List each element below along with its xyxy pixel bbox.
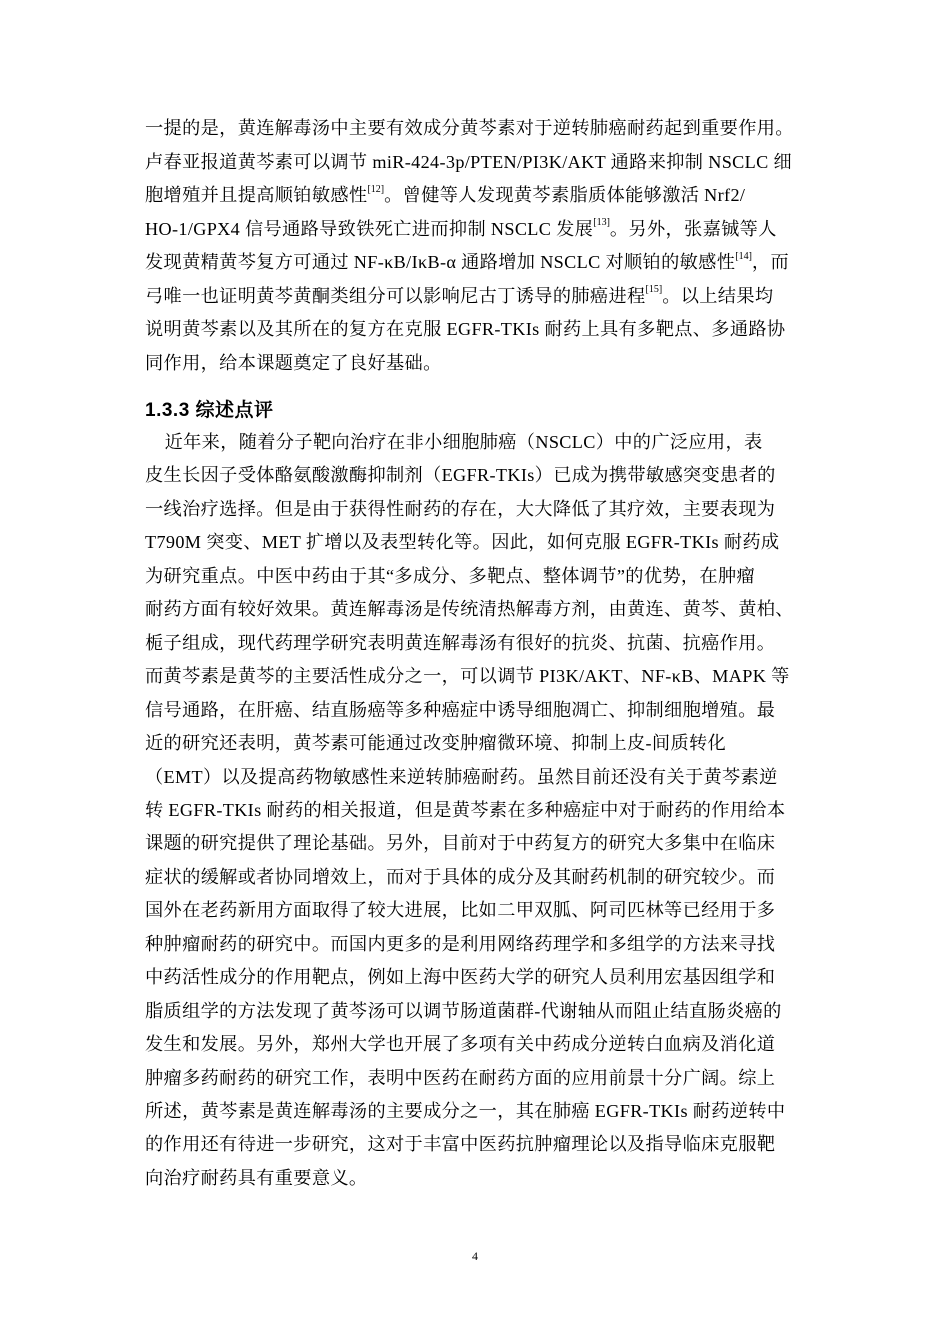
line-text: 发现黄精黄芩复方可通过 NF-κB/IκB-α 通路增加 NSCLC 对顺铂的敏感性 — [145, 252, 736, 272]
paragraph-line: 近的研究还表明，黄芩素可能通过改变肿瘤微环境、抑制上皮-间质转化 — [145, 733, 727, 754]
paragraph-line — [145, 249, 789, 275]
citation-ref: [12] — [367, 183, 385, 195]
line-text: ，而 — [751, 252, 789, 272]
paragraph-line: 信号通路，在肝癌、结直肠癌等多种癌症中诱导细胞凋亡、抑制细胞增殖。最 — [145, 699, 776, 720]
paragraph-line: 课题的研究提供了理论基础。另外，目前对于中药复方的研究大多集中在临床 — [145, 833, 776, 854]
line-text: 弓唯一也证明黄芩黄酮类组分可以影响尼古丁诱导的肺癌进程 — [145, 285, 646, 306]
citation-ref: [14] — [735, 250, 752, 262]
line-text: 。以上结果均 — [662, 285, 774, 306]
section-heading: 1.3.3 综述点评 — [145, 400, 274, 421]
paragraph-line — [145, 283, 773, 309]
paragraph-line: 脂质组学的方法发现了黄芩汤可以调节肠道菌群-代谢轴从而阻止结直肠炎癌的 — [145, 1000, 782, 1021]
paragraph-line: （EMT）以及提高药物敏感性来逆转肺癌耐药。虽然目前还没有关于黄芩素逆 — [145, 766, 778, 787]
paragraph-line: 为研究重点。中医中药由于其“多成分、多靶点、整体调节”的优势，在肿瘤 — [145, 565, 756, 586]
paragraph-line: 而黄芩素是黄芩的主要活性成分之一，可以调节 PI3K/AKT、NF-κB、MAPK 等 — [145, 666, 790, 687]
paragraph-line: 所述，黄芩素是黄连解毒汤的主要成分之一，其在肺癌 EGFR-TKIs 耐药逆转中 — [145, 1101, 786, 1121]
paragraph-line: 一提的是，黄连解毒汤中主要有效成分黄芩素对于逆转肺癌耐药起到重要作用。 — [145, 118, 794, 138]
paragraph-line: 卢春亚报道黄芩素可以调节 miR-424-3p/PTEN/PI3K/AKT 通路来抑制 NSCLC 细 — [145, 151, 793, 172]
paragraph-line: 皮生长因子受体酪氨酸激酶抑制剂（EGFR-TKIs）已成为携带敏感突变患者的 — [145, 465, 776, 486]
paragraph-line — [145, 216, 777, 242]
paragraph-line: 一线治疗选择。但是由于获得性耐药的存在，大大降低了其疗效，主要表现为 — [145, 498, 776, 519]
paragraph-line: 国外在老药新用方面取得了较大进展，比如二甲双胍、阿司匹林等已经用于多 — [145, 900, 776, 921]
paragraph-line: 说明黄芩素以及其所在的复方在克服 EGFR-TKIs 耐药上具有多靶点、多通路协 — [145, 319, 786, 339]
page-number: 4 — [472, 1249, 478, 1263]
line-text: 。另外，张嘉铖等人 — [609, 218, 777, 239]
citation-ref: [13] — [593, 217, 610, 229]
paragraph-line: 的作用还有待进一步研究，这对于丰富中医药抗肿瘤理论以及指导临床克服靶 — [145, 1134, 776, 1155]
paragraph-line: T790M 突变、MET 扩增以及表型转化等。因此，如何克服 EGFR-TKIs 耐药成 — [145, 532, 780, 553]
paragraph-line: 转 EGFR-TKIs 耐药的相关报道，但是黄芩素在多种癌症中对于耐药的作用给本 — [145, 799, 786, 820]
paragraph-line: 中药活性成分的作用靶点，例如上海中医药大学的研究人员利用宏基因组学和 — [145, 967, 776, 988]
paragraph-line: 发生和发展。另外，郑州大学也开展了多项有关中药成分逆转白血病及消化道 — [145, 1034, 776, 1055]
line-text: HO-1/GPX4 信号通路导致铁死亡进而抑制 NSCLC 发展 — [145, 218, 594, 239]
paragraph-line — [145, 182, 745, 208]
citation-ref: [15] — [645, 284, 663, 296]
paragraph-line: 种肿瘤耐药的研究中。而国内更多的是利用网络药理学和多组学的方法来寻找 — [145, 933, 776, 954]
paragraph-line: 症状的缓解或者协同增效上，而对于具体的成分及其耐药机制的研究较少。而 — [145, 866, 776, 887]
line-text: 胞增殖并且提高顺铂敏感性 — [145, 185, 368, 205]
paragraph-line: 近年来，随着分子靶向治疗在非小细胞肺癌（NSCLC）中的广泛应用，表 — [145, 432, 763, 452]
paragraph-line: 向治疗耐药具有重要意义。 — [145, 1167, 368, 1188]
paragraph-line: 同作用，给本课题奠定了良好基础。 — [145, 352, 442, 373]
line-text: 。曾健等人发现黄芩素脂质体能够激活 Nrf2/ — [384, 185, 746, 205]
paragraph-line: 肿瘤多药耐药的研究工作，表明中医药在耐药方面的应用前景十分广阔。综上 — [145, 1067, 776, 1088]
paragraph-line: 耐药方面有较好效果。黄连解毒汤是传统清热解毒方剂，由黄连、黄芩、黄柏、 — [145, 599, 794, 620]
paragraph-line: 栀子组成，现代药理学研究表明黄连解毒汤有很好的抗炎、抗菌、抗癌作用。 — [145, 632, 776, 653]
